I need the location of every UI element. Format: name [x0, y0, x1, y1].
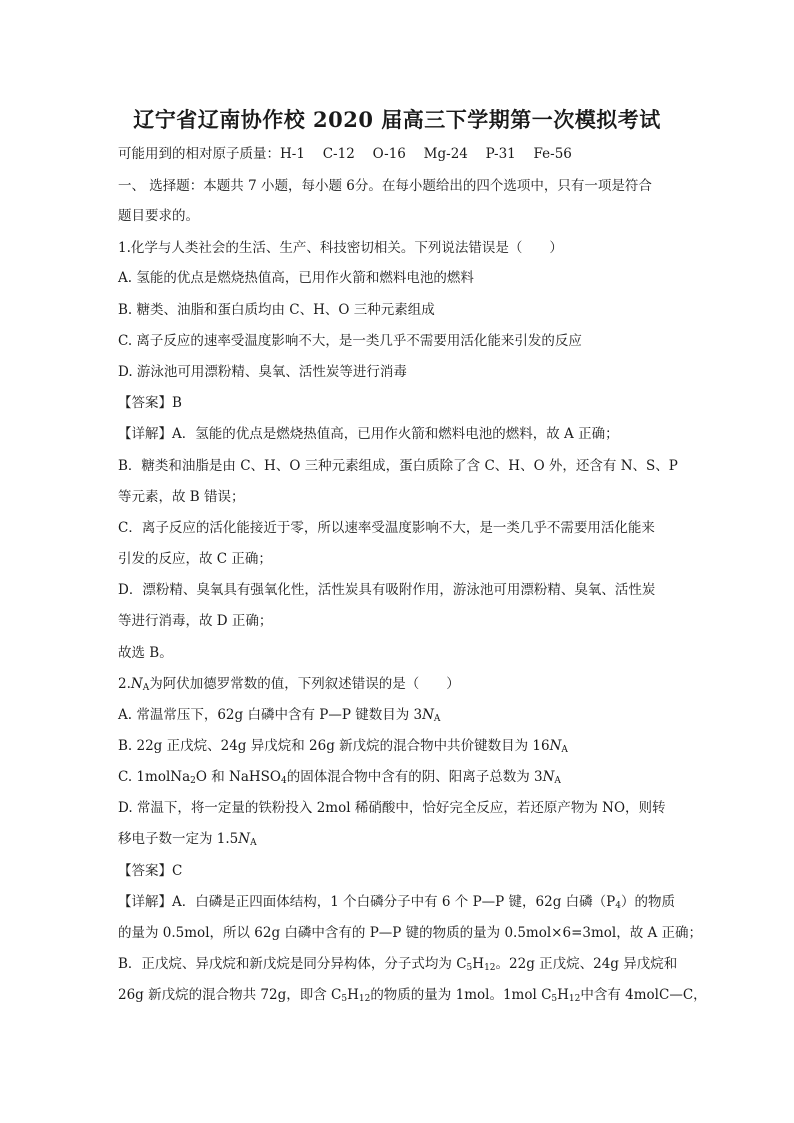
section-header-line2: 题目要求的。 [118, 208, 199, 224]
q2-detail-b1-c: 。22g 正戊烷、24g 异戊烷和 [495, 956, 678, 972]
page-title: 辽宁省辽南协作校 2020 届高三下学期第一次模拟考试 [133, 107, 661, 132]
q2-detail-a1 [118, 892, 675, 916]
q2-detail-b1-a: B．正戊烷、异戊烷和新戊烷是同分异构体，分子式均为 C [118, 956, 467, 972]
q1-stem: 1.化学与人类社会的生活、生产、科技密切相关。下列说法错误是（ ） [118, 240, 563, 256]
q2-option-c-na-sub: A [554, 776, 561, 786]
q2-stem-rest: 为阿伏加德罗常数的值，下列叙述错误的是（ ） [149, 676, 460, 692]
q1-detail-b1: B．糖类和油脂是由 C、H、O 三种元素组成，蛋白质除了含 C、H、O 外，还含有 N、S、P [118, 458, 678, 474]
q2-detail-b1-sub1: 5 [466, 963, 473, 973]
q2-detail-b2-d: H [557, 987, 569, 1003]
q2-detail-b2-sub4: 12 [568, 994, 581, 1004]
q2-option-c-text1: C. 1molNa [118, 769, 191, 785]
q2-detail-b2-a: 26g 新戊烷的混合物共 72g，即含 C [118, 987, 342, 1003]
q1-answer: 【答案】B [118, 395, 182, 411]
q1-conclusion: 故选 B。 [118, 645, 173, 661]
q2-answer: 【答案】C [118, 863, 183, 879]
q2-stem [118, 674, 460, 698]
q2-detail-b2-sub1: 5 [341, 994, 348, 1004]
q2-option-d-line1: D. 常温下，将一定量的铁粉投入 2mol 稀硝酸中，恰好完全反应，若还原产物为 NO，则转 [118, 800, 666, 816]
q2-option-c-sub2: 4 [280, 776, 287, 786]
q1-option-a: A. 氢能的优点是燃烧热值高，已用作火箭和燃料电池的燃料 [118, 270, 474, 286]
q2-stem-na-sub: A [142, 683, 150, 693]
q2-detail-a1-b: ）的物质 [620, 894, 675, 910]
q1-option-d: D. 游泳池可用漂粉精、臭氧、活性炭等进行消毒 [118, 364, 407, 380]
q2-option-d-na-sub: A [250, 838, 257, 848]
q2-stem-prefix: 2. [118, 676, 131, 692]
q2-detail-b2 [118, 985, 707, 1009]
q2-stem-na: N [130, 676, 143, 692]
q1-detail-d1: D．漂粉精、臭氧具有强氧化性，活性炭具有吸附作用，游泳池可用漂粉精、臭氧、活性炭 [118, 582, 656, 598]
q2-option-b-na-sub: A [561, 745, 568, 755]
q2-option-d-line2-text: 移电子数一定为 1.5 [118, 831, 239, 847]
q2-option-c [118, 767, 561, 791]
q2-detail-b1-b: H [472, 956, 485, 972]
q2-detail-b1-sub2: 12 [484, 963, 496, 973]
section-header-line1: 一、 选择题：本题共 7 小题，每小题 6分。在每小题给出的四个选项中，只有一项是符合 [118, 178, 652, 194]
q2-detail-b2-e: 中含有 4molC—C， [580, 987, 707, 1003]
q1-detail-d2: 等进行消毒，故 D 正确； [118, 613, 273, 629]
q1-option-b: B. 糖类、油脂和蛋白质均由 C、H、O 三种元素组成 [118, 302, 435, 318]
q1-detail-c2: 引发的反应，故 C 正确； [118, 551, 272, 567]
q2-option-b [118, 736, 568, 760]
q1-detail-a: 【详解】A．氢能的优点是燃烧热值高，已用作火箭和燃料电池的燃料，故 A 正确； [118, 426, 619, 442]
q2-option-c-sub1: 2 [190, 776, 196, 786]
q2-option-a-na: N [422, 707, 434, 723]
q2-detail-b2-b: H [347, 987, 359, 1003]
q2-option-a-text: A. 常温常压下，62g 白磷中含有 P—P 键数目为 3 [118, 707, 423, 723]
q2-option-b-text: B. 22g 正戊烷、24g 异戊烷和 26g 新戊烷的混合物中共价键数目为 16 [118, 738, 550, 754]
atomic-mass-line: 可能用到的相对原子质量：H-1 C-12 O-16 Mg-24 P-31 Fe-56 [118, 146, 572, 162]
q2-detail-b2-c: 的物质的量为 1mol。1mol C [370, 987, 552, 1003]
q2-option-c-text3: 的固体混合物中含有的阴、阳离子总数为 3 [286, 769, 543, 785]
q2-option-a [118, 705, 440, 729]
q1-detail-c1: C．离子反应的活化能接近于零，所以速率受温度影响不大，是一类几乎不需要用活化能来 [118, 520, 655, 536]
q2-detail-b2-sub2: 12 [358, 994, 371, 1004]
q2-detail-a2: 的量为 0.5mol，所以 62g 白磷中含有的 P—P 键的物质的量为 0.5mol×6=3mol，故 A 正确； [118, 925, 703, 941]
q1-detail-b2: 等元素，故 B 错误； [118, 489, 245, 505]
q2-option-d-na: N [238, 831, 251, 847]
q2-option-b-na: N [549, 738, 562, 754]
q2-option-a-na-sub: A [433, 714, 441, 724]
q2-option-c-text2: O 和 NaHSO [195, 769, 281, 785]
q2-detail-b2-sub3: 5 [551, 994, 558, 1004]
q2-detail-a1-sub: 4 [615, 901, 621, 911]
q2-detail-b1 [118, 954, 677, 978]
q2-option-d-line2 [118, 829, 257, 853]
q2-detail-a1-a: 【详解】A．白磷是正四面体结构，1 个白磷分子中有 6 个 P—P 键，62g 白磷（P [118, 894, 616, 910]
q1-option-c: C. 离子反应的速率受温度影响不大，是一类几乎不需要用活化能来引发的反应 [118, 333, 582, 349]
q2-option-c-na: N [542, 769, 555, 785]
